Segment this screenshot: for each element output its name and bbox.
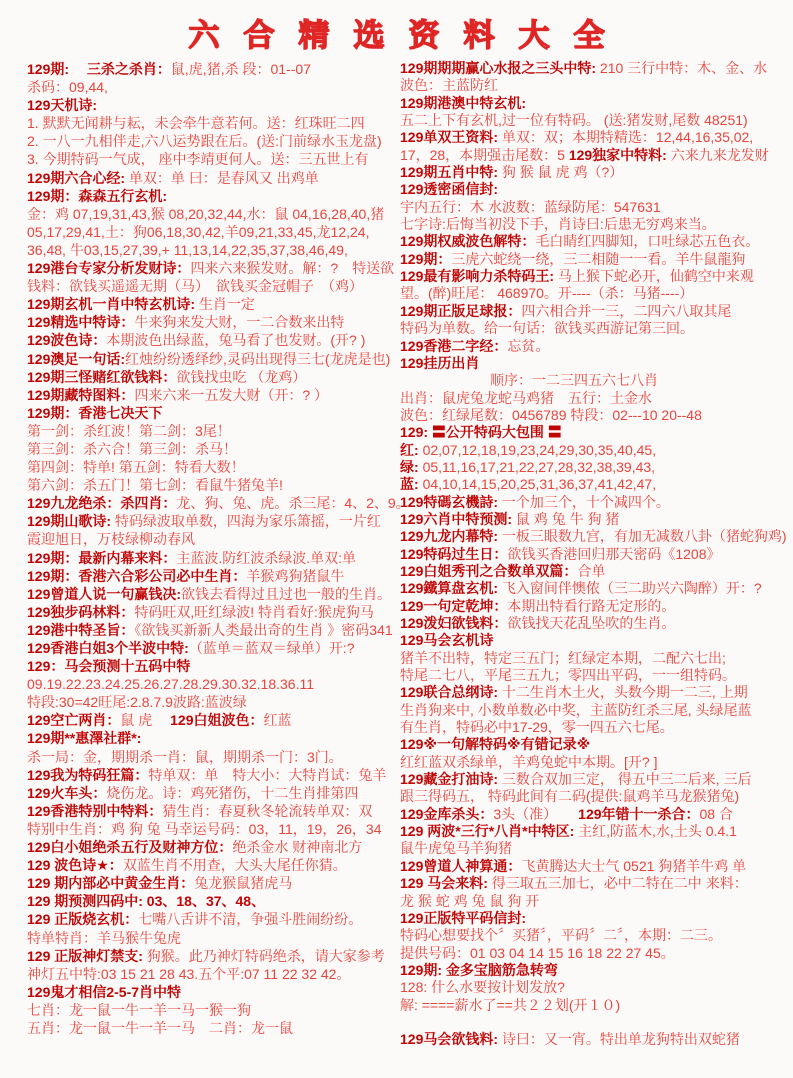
label-segment: 129香港特别中特料： xyxy=(27,802,163,819)
text-line xyxy=(400,667,789,684)
text-segment: 绝杀金水 财神南北方 xyxy=(232,839,363,856)
text-line xyxy=(27,549,400,567)
label-segment: 129期六合心经: xyxy=(27,169,126,186)
label-segment: 129 波色诗★： xyxy=(27,857,123,874)
text-segment: 1. 默默无闻耕与耘，未会牵牛意若何。送：红珠旺二四 xyxy=(27,115,365,132)
text-segment: 双蓝生肖不用查，大头大尾任你猜。 xyxy=(122,857,347,874)
label-segment: 129波色诗： xyxy=(27,332,107,349)
text-line xyxy=(400,390,789,407)
label-segment: 蓝: xyxy=(400,476,423,493)
text-line xyxy=(400,771,789,788)
text-line xyxy=(27,766,400,784)
text-line xyxy=(400,702,789,719)
text-line xyxy=(27,621,400,639)
text-segment: 霞迎旭日，万枝绿柳动春风 xyxy=(27,531,195,548)
label-segment: 129 马会来料: xyxy=(400,875,488,892)
text-segment: 龙、狗、兔、虎。杀三尾：4、2、9。 xyxy=(176,495,410,512)
text-segment: 第三剑：杀六合！第三剑：杀马！ xyxy=(27,440,237,457)
text-line xyxy=(400,580,789,597)
label-segment: 129最有影响力杀特码王: xyxy=(400,268,555,285)
text-segment: 诗曰：又一宵。特出单龙狗特出双蛇猪 xyxy=(498,1031,740,1048)
text-line xyxy=(27,205,400,223)
label-segment: 129：马会预测十五码中特 xyxy=(27,658,191,675)
text-segment: 04,10,14,15,20,25,31,36,37,41,42,47, xyxy=(422,476,657,493)
text-line xyxy=(27,748,400,766)
text-segment: 欲钱去看得过且过也一般的生肖。 xyxy=(181,585,392,602)
text-line xyxy=(27,874,400,892)
text-line xyxy=(27,295,400,313)
text-segment: 七字诗:后悔当初没下手，肖诗曰:后患无穷鸡来当。 xyxy=(400,216,716,233)
label-segment: 129 两波*三行*八肖*中特区: xyxy=(400,823,575,840)
text-line xyxy=(400,251,789,268)
label-segment: 129期藏特图料： xyxy=(27,386,135,403)
text-segment: 本期出特看行路无定形的。 xyxy=(507,597,676,614)
text-line xyxy=(27,132,400,150)
text-line xyxy=(27,512,400,530)
text-line xyxy=(400,528,789,545)
text-line xyxy=(27,494,410,512)
text-segment: 欲钱找虫吃 （龙鸡） xyxy=(176,368,307,385)
text-line xyxy=(400,1031,789,1048)
text-segment: 解: ====薪水了==共２２划(开１０) xyxy=(400,996,621,1013)
label-segment: 129火车头： xyxy=(27,784,107,801)
label-segment: 129期**惠澤社群*: xyxy=(27,730,142,747)
text-line xyxy=(400,77,789,94)
text-segment: 2. 一八一九相伴走,六八运势跟在后。(送:门前绿水玉龙盘) xyxy=(27,133,382,150)
text-line xyxy=(27,729,400,747)
label-segment: 129期：森森五行玄机: xyxy=(27,187,168,204)
text-segment: 波色：主蓝防红 xyxy=(400,77,498,94)
text-line xyxy=(27,150,400,168)
text-line xyxy=(27,892,400,910)
text-line xyxy=(27,585,400,603)
text-segment: 欲钱买香港回归那天密码《1208》 xyxy=(507,545,721,562)
text-segment: 鼠牛虎兔马羊狗猪 xyxy=(400,840,512,857)
label-segment: 129期权威波色解特： xyxy=(400,233,536,250)
text-segment: 第四剑：特单! 第五剑：特看大数！ xyxy=(27,459,245,476)
text-line xyxy=(27,910,400,928)
text-segment: 单双：单 曰：是春风又 出鸡单 xyxy=(125,169,319,186)
text-line xyxy=(400,60,789,77)
label-segment: 129期三怪赌红欲钱料： xyxy=(27,368,177,385)
text-segment: 05,17,29,41,土：狗06,18,30,42,羊09,21,33,45,龙12,24, xyxy=(27,223,370,240)
label-segment: 129期五肖中特: xyxy=(400,164,499,181)
text-line xyxy=(400,927,789,944)
label-segment: 红: xyxy=(400,441,423,458)
text-segment: 宇内五行：木 水波数：蓝绿防尾：547631 xyxy=(400,198,661,215)
label-segment: 129藏金打油诗: xyxy=(400,771,499,788)
label-segment: 129独家中特料: xyxy=(568,146,667,163)
label-segment: 129香港白姐3个半波中特: xyxy=(27,640,189,656)
text-segment: 主蓝波.防红波杀绿波.单双:单 xyxy=(176,549,357,566)
text-line xyxy=(27,1019,400,1037)
text-segment: 得三取五三加七，必中二特在二中 来料： xyxy=(487,875,748,892)
text-segment: 神灯五中特:03 15 21 28 43.五个平:07 11 22 32 42。 xyxy=(27,965,351,982)
label-segment: 129六肖中特预测: xyxy=(400,510,513,527)
label-segment: 129 正版烧玄机： xyxy=(27,911,139,928)
label-segment: 129期正版足球报： xyxy=(400,302,522,319)
text-segment: 毛白睛红四脚知，口吐绿芯五色衣。 xyxy=(535,233,760,250)
text-segment: 马上猴下蛇必开，仙鹤空中来观 xyxy=(554,268,754,285)
label-segment: 129我为特码狂篇： xyxy=(27,766,149,783)
text-segment: 主红,防蓝木,水,土头 0.4.1 xyxy=(574,823,737,840)
text-segment: 3头（准） xyxy=(493,805,579,822)
text-line xyxy=(400,719,789,736)
text-segment: 特单双：单 特大小：大特肖试：兔羊 xyxy=(148,766,387,783)
label-segment: 129期山歌诗: xyxy=(27,513,112,530)
label-segment: 129正版特平码信封: xyxy=(400,909,527,926)
text-segment: 生肖狗来中, 小数单数必中奖，主蓝防红杀三尾, 头绿尾蓝 xyxy=(400,701,752,718)
text-line xyxy=(27,639,400,657)
text-line xyxy=(27,838,400,856)
text-segment: 09.19.22.23.24.25.26.27.28.29.30.32.18.36.11 xyxy=(27,676,314,693)
text-line xyxy=(27,1001,400,1019)
label-segment: 129港中特圣旨： xyxy=(27,621,135,638)
text-segment: 36,48, 牛03,15,27,39,+ 11,13,14,22,35,37,38,46,49, xyxy=(27,241,348,258)
text-line xyxy=(27,657,400,675)
text-line xyxy=(400,320,789,337)
right-column xyxy=(400,60,789,1049)
text-segment: 三虎六蛇绕一绕，三二相随一一看。羊牛鼠龍狗 xyxy=(451,250,746,267)
text-line xyxy=(400,459,789,476)
text-segment: 钱料：欲钱买遥遥无期（马） 欲钱买金冠帽子 （鸡） xyxy=(27,278,363,295)
text-segment: 烧伤龙。诗：鸡死猪伤，十二生肖排第四 xyxy=(106,784,359,801)
text-line xyxy=(400,823,789,840)
text-line xyxy=(27,983,400,1001)
text-line xyxy=(27,259,400,277)
text-line xyxy=(400,511,789,528)
text-segment: 特码为单数。给一句话：欲钱买西游记第三回。 xyxy=(400,320,694,337)
text-line xyxy=(400,372,789,389)
label-segment: 129年错十一杀合： xyxy=(578,805,700,822)
text-segment: 金：鸡 07,19,31,43,猴 08,20,32,44,水：鼠 04,16,28,40,猪 xyxy=(27,205,385,222)
text-segment: 有生肖，特码必中17-29，零一四五六七尾。 xyxy=(400,719,674,736)
text-line xyxy=(27,313,400,331)
text-line xyxy=(400,303,789,320)
text-segment: 五肖：龙一鼠一牛一羊一马 二肖：龙一鼠 xyxy=(27,1019,293,1036)
text-line xyxy=(400,338,789,355)
label-segment: 129期: xyxy=(27,61,70,77)
text-line xyxy=(27,784,400,802)
text-line xyxy=(400,754,789,771)
text-segment: 狗猴。此乃神灯特码绝杀，请大家参考 xyxy=(142,947,385,964)
text-line xyxy=(27,693,400,711)
text-line xyxy=(400,476,789,493)
text-segment: 合单 xyxy=(577,562,606,579)
text-segment: 猪羊不出特，特定三五门；红绿定本期，二配六七出; xyxy=(400,649,726,666)
label-segment: 129九龙内幕特: xyxy=(400,528,499,545)
text-line xyxy=(27,350,400,368)
text-segment: 特段:30=42旺尾:2.8.7.9波路:蓝波绿 xyxy=(27,694,247,711)
text-line xyxy=(27,404,400,422)
text-segment: 欲钱找天花乱坠吹的生肖。 xyxy=(507,615,676,631)
text-segment: 飞入窗间伴懊侬（三二助兴六陶醉）开：? xyxy=(498,580,762,597)
text-line xyxy=(27,114,400,132)
text-segment: 出肖：鼠虎兔龙蛇马鸡猪 五行：土金水 xyxy=(400,389,652,406)
text-segment: 单双：双；本期特精选：12,44,16,35,02, xyxy=(498,129,754,146)
text-line xyxy=(27,440,400,458)
label-segment: 129马会玄机诗 xyxy=(400,632,494,649)
text-segment: 飞黄腾达大士气 0521 狗猪羊牛鸡 单 xyxy=(521,857,747,874)
text-line xyxy=(27,169,400,187)
text-line xyxy=(400,199,789,216)
text-segment: 特码心想要找个〞买猪〞，平码〞二〞，本期：二三。 xyxy=(400,927,722,944)
text-segment: 红蓝 xyxy=(263,712,292,729)
text-segment: 02,07,12,18,19,23,24,29,30,35,40,45, xyxy=(422,441,657,458)
label-segment: 129白姐波色： xyxy=(170,712,264,729)
text-segment: 猜生肖：春夏秋冬轮流转单双：双 xyxy=(162,802,373,819)
label-segment: 129澳足一句话: xyxy=(27,350,126,367)
text-line xyxy=(400,979,789,996)
text-line xyxy=(27,241,400,259)
text-segment: 龙 猴 蛇 鸡 兔 鼠 狗 开 xyxy=(400,892,540,909)
label-segment: 129联合总纲诗: xyxy=(400,684,499,701)
text-line xyxy=(400,407,789,424)
text-segment: 一板三眼数九宫，有加无减数八卦（猪蛇狗鸡) xyxy=(498,528,787,545)
text-segment: 08 合 xyxy=(699,805,733,822)
label-segment: 129透密函信封: xyxy=(400,181,499,198)
label-segment: 129曾道人神算通： xyxy=(400,857,522,874)
label-segment: 129特碼玄機詩: xyxy=(400,493,499,510)
text-line xyxy=(27,820,400,838)
label-segment: 129白小姐绝杀五行及财神方位： xyxy=(27,839,233,856)
text-line xyxy=(400,546,789,563)
text-line xyxy=(27,530,400,548)
text-line xyxy=(400,788,789,805)
text-segment: 忘贫。 xyxy=(507,337,550,354)
label-segment: 129期玄机一肖中特玄机诗: xyxy=(27,296,196,313)
text-segment: （蓝单＝蓝双＝绿单）开:? xyxy=(188,640,355,656)
text-line xyxy=(400,233,789,250)
text-line xyxy=(27,458,400,476)
text-segment: 四来六来一五发大财（开：? ） xyxy=(134,386,329,403)
text-segment: 四来六来猴发财。解：? 特送欲 xyxy=(190,260,395,277)
label-segment: 129期：最新内幕来料： xyxy=(27,549,177,566)
text-segment: 狗 猴 鼠 虎 鸡（?） xyxy=(498,164,624,181)
text-line xyxy=(400,181,789,198)
text-segment: 望。(醉)旺尾： 468970。开----（杀：马猪----） xyxy=(400,285,694,302)
label-segment: 129精选中特诗： xyxy=(27,314,135,331)
text-segment: 第六剑：杀五门！第七剑：看鼠牛猪兔羊! xyxy=(27,477,283,494)
label-segment: 129 期预测四码中: 03、18、37、48、 xyxy=(27,893,266,910)
label-segment: 129鐵算盘玄机: xyxy=(400,580,499,597)
text-line xyxy=(400,945,789,962)
label-segment: 129单双王资料: xyxy=(400,129,499,146)
text-line xyxy=(400,910,789,927)
text-segment: 杀码：09,44, xyxy=(27,79,108,96)
text-segment: 波色：红绿尾数：0456789 特段：02---10 20--48 xyxy=(400,406,702,423)
text-segment: 羊猴鸡狗猪鼠牛 xyxy=(246,567,345,584)
text-line xyxy=(27,856,400,874)
text-line xyxy=(400,632,789,649)
text-segment: 七嘴八舌讲不清，争强斗胜闹纷纷。 xyxy=(138,911,363,928)
text-line xyxy=(27,711,400,729)
text-line xyxy=(400,806,789,823)
label-segment: 129鬼才相信2-5-7肖中特 xyxy=(27,983,182,1000)
text-segment: 顺序：一二三四五六七八肖 xyxy=(490,372,658,389)
label-segment: 129: 〓公开特码大包围 〓 xyxy=(400,424,562,441)
label-segment: 129※一句解特码※有错记录※ xyxy=(400,736,591,753)
text-line xyxy=(27,965,400,983)
text-segment: 128: 什么水要按计划发放? xyxy=(400,979,565,996)
text-line xyxy=(27,187,400,205)
text-line xyxy=(400,424,789,441)
text-segment: 七肖：龙一鼠一牛一羊一马一猴一狗 xyxy=(27,1001,251,1018)
text-segment: 特单特肖：羊马猴牛兔虎 xyxy=(27,929,181,946)
text-line xyxy=(27,603,400,621)
text-segment: 鼠 虎 xyxy=(120,712,171,729)
text-line xyxy=(400,216,789,233)
text-segment: 210 三行中特：木、金、水 xyxy=(596,60,768,76)
text-line xyxy=(400,736,789,753)
text-line xyxy=(400,615,789,632)
text-segment: 兔龙猴鼠猪虎马 xyxy=(194,875,293,892)
text-segment: 三数合双加三定， 得五中三二后来, 三后 xyxy=(498,771,752,788)
text-line xyxy=(27,802,400,820)
text-line xyxy=(27,567,400,585)
text-segment: 特码旺双,旺红绿波! 特肖看好:猴虎狗马 xyxy=(134,603,374,620)
page-title: 六合精选资料大全 xyxy=(188,18,629,53)
label-segment: 129一句定乾坤： xyxy=(400,597,508,614)
text-segment: 鼠,虎,猪,杀 段：01--07 xyxy=(170,61,311,77)
text-segment: 第一剑：杀红波！第二剑：3尾！ xyxy=(27,422,231,439)
text-line xyxy=(27,476,400,494)
text-segment: 红烛纷纷透绎纱,灵码出现得三七(龙虎是也) xyxy=(125,350,391,367)
label-segment: 129挂历出肖 xyxy=(400,354,480,371)
label-segment: 129期港澳中特玄机: xyxy=(400,94,527,111)
content-columns xyxy=(0,58,793,1049)
text-segment: 十二生肖木土火，头数今期一二三, 上期 xyxy=(498,684,748,701)
label-segment: 129期: 金多宝脑筋急转弯 xyxy=(400,961,558,978)
text-line xyxy=(400,840,789,857)
text-segment: 跟三得码五， 特码此间有二码(提供:鼠鸡羊马龙猴猪兔) xyxy=(400,788,740,805)
text-segment: 特码绿波取单数，四海为家乐箫摇，一片红 xyxy=(111,513,381,530)
label-segment: 129白姐秀刊之合数单双篇： xyxy=(400,562,578,579)
text-segment: 一个加三个，十个减四个。 xyxy=(498,493,670,510)
text-segment: 生肖一定 xyxy=(195,296,255,313)
text-segment: 本期波色出绿蓝，兔马看了也发财。(开? ) xyxy=(106,332,366,349)
label-segment: 129泼妇欲钱料： xyxy=(400,615,508,631)
text-line xyxy=(400,147,789,164)
label-segment: 129期： xyxy=(400,250,452,267)
text-line xyxy=(27,675,400,693)
label-segment: 129空亡两肖： xyxy=(27,712,121,729)
label-segment: 129特码过生日： xyxy=(400,545,508,562)
label-segment: 129港台专家分析发财诗： xyxy=(27,260,191,277)
text-line xyxy=(400,684,789,701)
text-line xyxy=(400,112,789,129)
text-line xyxy=(400,355,789,372)
text-line xyxy=(400,858,789,875)
label-segment: 129曾道人说一句赢钱决: xyxy=(27,585,182,602)
text-line xyxy=(400,164,789,181)
text-line xyxy=(27,277,400,295)
label-segment: 绿: xyxy=(400,458,423,475)
label-segment: 129独步码林料： xyxy=(27,603,135,620)
text-line xyxy=(27,368,400,386)
text-segment: 05,11,16,17,21,22,27,28,32,38,39,43, xyxy=(422,458,656,475)
text-segment: 红红蓝双杀绿单，羊鸡兔蛇中本期。[开? ] xyxy=(400,753,658,770)
text-segment: 牛来狗来发大财，一二合数来出特 xyxy=(134,314,345,331)
text-segment: 3. 今期特码一气成， 座中李靖更何人。送：三五世上有 xyxy=(27,151,369,168)
text-segment: 六来九来龙发财 xyxy=(666,146,769,163)
label-segment: 129期：香港七决天下 xyxy=(27,404,163,421)
text-line xyxy=(27,422,400,440)
text-line xyxy=(27,78,400,96)
text-line xyxy=(400,442,789,459)
label-segment: 129香港二字经： xyxy=(400,337,508,354)
text-line xyxy=(27,386,400,404)
left-column xyxy=(27,60,410,1037)
label-segment: 129期：香港六合彩公司必中生肖： xyxy=(27,567,247,584)
text-line xyxy=(27,60,400,78)
text-line xyxy=(400,893,789,910)
text-line xyxy=(400,962,789,979)
text-line xyxy=(400,494,789,511)
text-line xyxy=(27,223,400,241)
text-line xyxy=(27,96,400,114)
text-line xyxy=(400,563,789,580)
text-line xyxy=(400,650,789,667)
label-segment: 129 正版神灯禁支: xyxy=(27,947,143,964)
text-line xyxy=(27,331,400,349)
text-segment: 《欲钱买新新人类最出奇的生肖 》密码341 xyxy=(134,621,393,638)
text-line xyxy=(400,129,789,146)
label-segment: 129期期期赢心水报之三头中特: xyxy=(400,60,597,76)
text-line xyxy=(400,875,789,892)
text-line xyxy=(27,929,400,947)
text-line xyxy=(400,598,789,615)
text-line xyxy=(400,997,789,1014)
text-line xyxy=(400,1014,789,1031)
text-segment: 17，28，本期强击尾数：5 xyxy=(400,146,569,163)
text-line xyxy=(400,95,789,112)
text-segment: 特尾二七八，平尾三五九；零四出平码，一一组特码。 xyxy=(400,667,736,684)
text-segment: 四六相合并一三，二四六八取其尾 xyxy=(521,302,732,319)
text-segment: 五二上下有玄机,过一位有特码。 (送:猪发财,尾数 48251) xyxy=(400,112,748,129)
label-segment: 三杀之杀肖： xyxy=(69,61,171,77)
text-line xyxy=(27,947,400,965)
text-line xyxy=(400,268,789,285)
text-line xyxy=(400,285,789,302)
label-segment: 129天机诗: xyxy=(27,97,98,114)
text-segment: 特别中生肖：鸡 狗 兔 马幸运号码：03，11，19，26，34 xyxy=(27,820,382,837)
label-segment: 129 期内部必中黄金生肖： xyxy=(27,875,195,892)
label-segment: 129九龙绝杀：杀四肖： xyxy=(27,495,177,512)
text-segment: 杀一局：金，期期杀一肖：鼠，期期杀一门：3门。 xyxy=(27,748,343,765)
label-segment: 129金库杀头： xyxy=(400,805,494,822)
text-segment: 提供号码：01 03 04 14 15 16 18 22 27 45。 xyxy=(400,944,675,961)
label-segment: 129马会欲钱料: xyxy=(400,1031,499,1048)
text-segment: 鼠 鸡 兔 牛 狗 猪 xyxy=(512,510,620,527)
